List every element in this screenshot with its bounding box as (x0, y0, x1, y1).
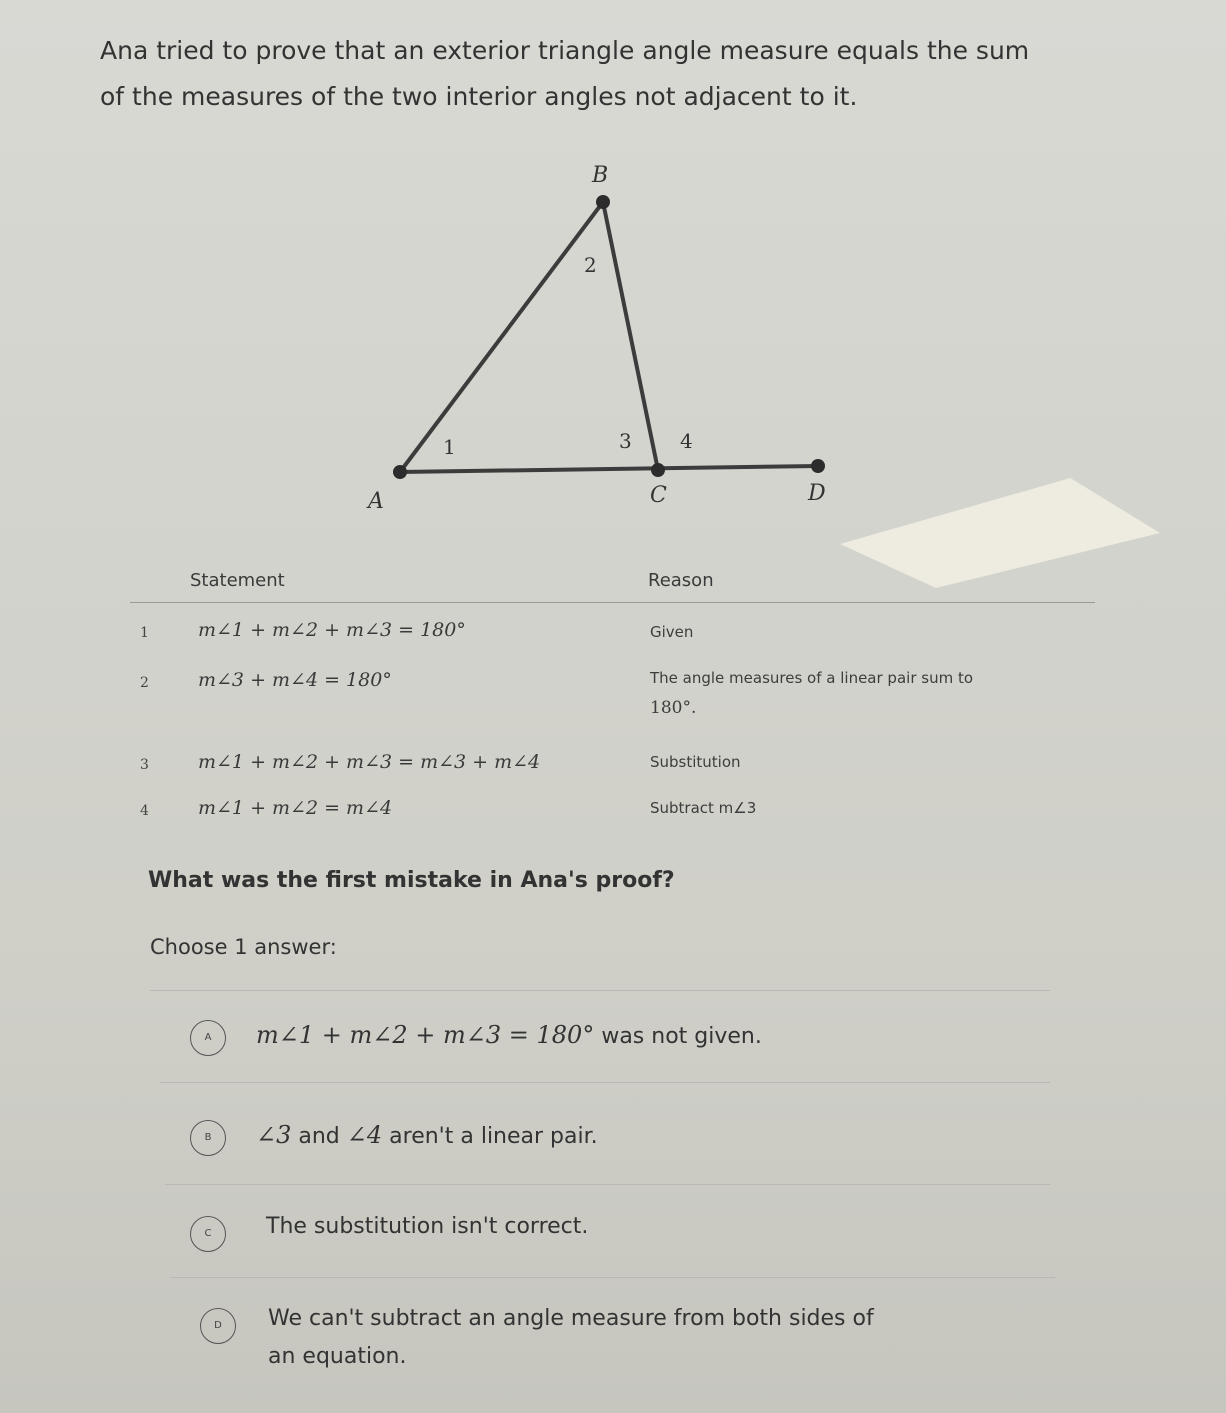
reason-header: Reason (648, 570, 714, 591)
row-statement: m∠1 + m∠2 + m∠3 = m∠3 + m∠4 (198, 751, 541, 773)
choice-b-suffix: aren't a linear pair. (382, 1124, 598, 1149)
choice-a-suffix: was not given. (594, 1024, 762, 1049)
choice-b-math-2: ∠4 (346, 1121, 383, 1149)
choice-b-radio[interactable]: B (190, 1120, 226, 1156)
choice-c[interactable] (190, 1204, 1070, 1264)
question-text (100, 28, 1100, 120)
row-number: 3 (140, 757, 149, 773)
label-d: D (808, 481, 826, 506)
statement-header: Statement (190, 570, 285, 591)
divider (170, 1277, 1055, 1278)
choice-b[interactable] (190, 1110, 1070, 1170)
angle-label-2: 2 (584, 253, 597, 277)
proof-table (130, 560, 1095, 819)
choice-d-line-1: We can't subtract an angle measure from both sides of (268, 1306, 874, 1331)
choice-b-mid: and (291, 1124, 347, 1149)
segment-ab (400, 202, 603, 472)
row-statement: m∠1 + m∠2 + m∠3 = 180° (198, 619, 466, 641)
label-a: A (368, 489, 384, 514)
angle-label-1: 1 (443, 435, 456, 459)
row-reason: Substitution (650, 753, 741, 771)
choice-a-math: m∠1 + m∠2 + m∠3 = 180° (256, 1021, 595, 1049)
row-number: 4 (140, 803, 149, 819)
choice-d-line-2: an equation. (268, 1344, 407, 1369)
proof-table-header (130, 560, 1095, 603)
divider (165, 1184, 1050, 1185)
question-line-2: of the measures of the two interior angles not adjacent to it. (100, 82, 858, 111)
row-reason-line: The angle measures of a linear pair sum to (650, 669, 974, 687)
row-statement: m∠1 + m∠2 = m∠4 (198, 797, 393, 819)
triangle-diagram (330, 150, 850, 530)
point-d (811, 459, 825, 473)
row-reason-line: 180°. (650, 698, 697, 718)
choice-b-text (256, 1116, 598, 1156)
row-number: 2 (140, 675, 149, 691)
choice-d[interactable] (190, 1300, 1070, 1380)
choice-d-text (268, 1300, 874, 1376)
choice-a-text (256, 1016, 762, 1056)
row-reason: Given (650, 623, 694, 641)
choice-c-radio[interactable]: C (190, 1216, 226, 1252)
angle-label-4: 4 (680, 429, 693, 453)
point-c (651, 463, 665, 477)
choice-a-radio[interactable]: A (190, 1020, 226, 1056)
divider (160, 1082, 1050, 1083)
choice-c-text: The substitution isn't correct. (266, 1214, 589, 1239)
row-number: 1 (140, 625, 149, 641)
divider (150, 990, 1050, 991)
point-b (596, 195, 610, 209)
point-a (393, 465, 407, 479)
angle-label-3: 3 (619, 429, 632, 453)
row-reason (650, 663, 1070, 723)
choice-d-radio[interactable]: D (200, 1308, 236, 1344)
choose-label: Choose 1 answer: (150, 935, 337, 959)
segment-ad (400, 466, 818, 472)
label-b: B (592, 163, 609, 188)
label-c: C (650, 483, 667, 508)
question-prompt: What was the first mistake in Ana's proof? (148, 868, 675, 893)
question-line-1: Ana tried to prove that an exterior triangle angle measure equals the sum (100, 36, 1030, 65)
row-statement: m∠3 + m∠4 = 180° (198, 669, 392, 691)
choice-b-math-1: ∠3 (256, 1121, 292, 1149)
row-reason: Subtract m∠3 (650, 799, 757, 817)
choice-a[interactable] (190, 1008, 1070, 1068)
